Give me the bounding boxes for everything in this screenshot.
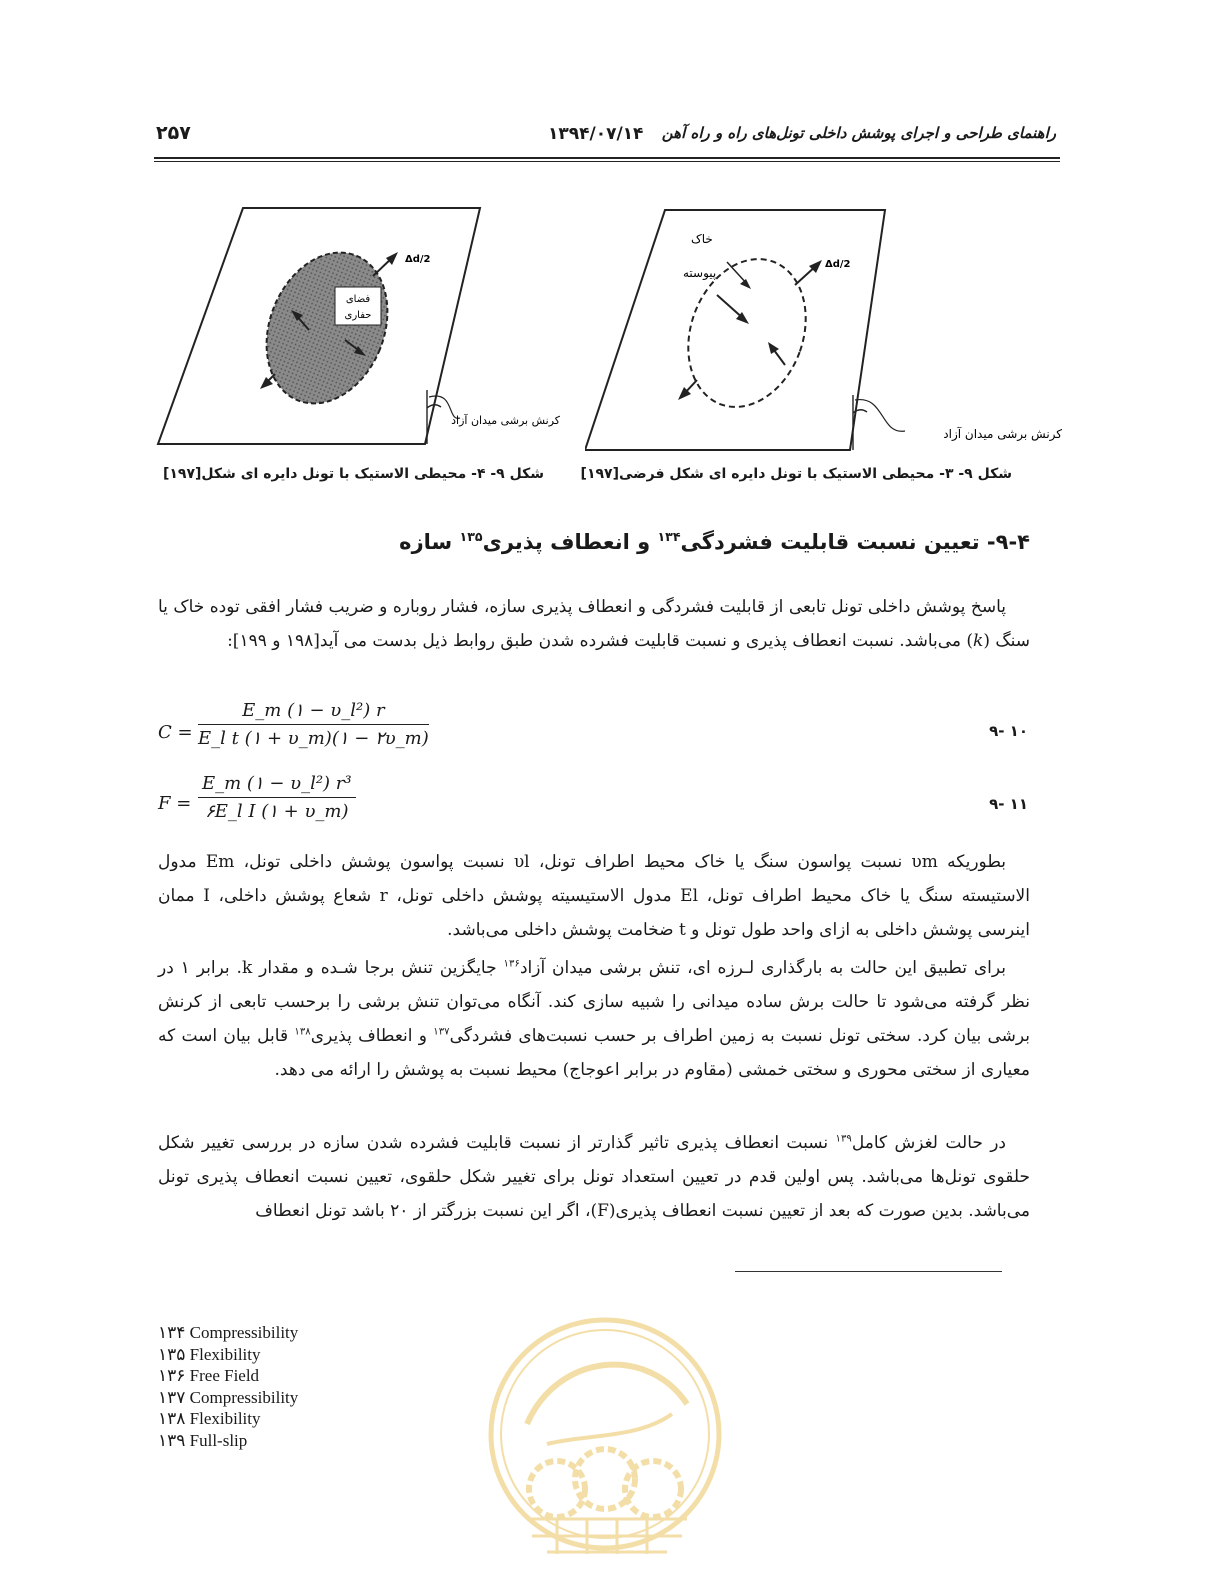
figure-caption-3: شکل ۹- ۳- محیطی الاستیک با تونل دایره ای شکل فرضی[۱۹۷]	[580, 466, 1012, 482]
label-continuous: پیوسته	[683, 266, 717, 280]
paragraph-full-slip: در حالت لغزش کامل$^{۱۳۹}$ نسبت انعطاف پذیری تاثیر گذارتر از نسبت قابلیت فشرده شدن سازه در بررسی تغییر شکل حلقوی تونل‌ها می‌باشد. پس اولین قدم در تعیین استعداد تونل برای تغییر شکل حلقوی، تعیین نسبت انعطاف پذیری تونل می‌باشد. بدین صورت که بعد از تعیین نسبت انعطاف پذیری(F)، اگر این نسبت بزرگتر از ۲۰ باشد تونل انعطاف	[158, 1133, 1030, 1221]
footnote-ref-139: ۱۳۹	[835, 1133, 852, 1145]
footnote-ref-134: ۱۳۴	[657, 529, 681, 544]
footnote-ref-135: ۱۳۵	[459, 529, 483, 544]
label-soil: خاک	[691, 232, 713, 246]
running-header-title: راهنمای طراحی و اجرای پوشش داخلی تونل‌های راه و راه آهن	[661, 124, 1056, 142]
equation-f-denominator: ۶E_l I (۱ + υ_m)	[205, 801, 349, 822]
paragraph-seismic: برای تطبیق این حالت به بارگذاری لـرزه ای، تنش برشی میدان آزاد$^{۱۳۶}$ جایگزین تنش برجا شـده و مقدار k. برابر ۱ در نظر گرفته می‌شود تا حالت برش ساده میدانی را شبیه سازی کند. آنگاه می‌توان تنش برشی را برحسب تابعی از کرنش برشی بیان کرد. سختی تونل نسبت به زمین اطراف بر حسب نسبت‌های فشردگی$^{۱۳۷}$ و انعطاف پذیری$^{۱۳۸}$ قابل بیان است که معیاری از سختی محوری و سختی خمشی (مقاوم در برابر اعوجاج) محیط نسبت به پوشش را ارائه می دهد.	[158, 958, 1030, 1080]
label-strain-right: کرنش برشی میدان آزاد	[943, 427, 1062, 441]
footnotes	[158, 1322, 298, 1452]
running-header-date: ۱۳۹۴/۰۷/۱۴	[548, 124, 644, 144]
figure-caption-4: شکل ۹- ۴- محیطی الاستیک با تونل دایره ای شکل[۱۹۷]	[162, 466, 544, 482]
symbol-k: k	[973, 631, 984, 651]
equation-flexibility: F = $\frac{\text{E\_m (۱ − υ\_l²) r³}}{\text{۶E\_l I (۱ + υ\_m)}}$	[158, 773, 418, 839]
header-rule	[154, 157, 1060, 159]
equation-number-11: ۹- ۱۱	[989, 795, 1028, 813]
soil-parallelogram	[585, 210, 885, 450]
section-heading	[399, 530, 1030, 554]
equation-c-denominator: E_l t (۱ + υ_m)(۱ − ۲υ_m)	[198, 728, 429, 749]
footnote-ref-136: ۱۳۶	[503, 958, 520, 970]
header-rule-thin	[154, 161, 1060, 162]
figure-tunnel-elastic	[155, 202, 575, 452]
footnote-135: ۱۳۵ Flexibility	[158, 1344, 261, 1364]
footnote-134: ۱۳۴ Compressibility	[158, 1323, 299, 1342]
section-title-part2: و انعطاف پذیری	[482, 530, 651, 554]
paragraph-intro: پاسخ پوشش داخلی تونل تابعی از قابلیت فشردگی و انعطاف پذیری سازه، فشار روباره و ضریب فشار افقی توده خاک یا سنگ (k) می‌باشد. نسبت انعطاف پذیری و نسبت قابلیت فشرده شدن طبق روابط ذیل بدست می آید[۱۹۸ و ۱۹۹]:	[158, 597, 1030, 651]
equation-compressibility: C = $\frac{\text{E\_m (۱ − υ\_l²) r}}{\text{E\_l t (۱ + υ\_m)(۱ − ۲υ\_m)}}$	[158, 700, 429, 749]
label-delta-left: Δd/2	[405, 254, 431, 265]
page-number: ۲۵۷	[156, 122, 191, 144]
figure-tunnel-assumed	[585, 205, 1065, 455]
label-delta-right: Δd/2	[825, 259, 851, 270]
section-number: ۹-۴-	[986, 530, 1030, 554]
label-strain-left: کرنش برشی میدان آزاد	[451, 414, 560, 427]
section-title-part3: سازه	[399, 530, 453, 554]
footnote-ref-137: ۱۳۷	[433, 1026, 450, 1038]
footnote-136: ۱۳۶ Free Field	[158, 1366, 260, 1386]
label-excavation-2: حفاری	[344, 310, 372, 321]
equation-number-10: ۹- ۱۰	[989, 722, 1028, 740]
equation-c-numerator: E_m (۱ − υ_l²) r	[198, 700, 429, 725]
footnote-ref-138: ۱۳۸	[294, 1026, 311, 1038]
footnote-139: ۱۳۹ Full-slip	[158, 1430, 248, 1450]
footnote-137: ۱۳۷ Compressibility	[158, 1387, 299, 1407]
label-excavation-1: فضای	[345, 294, 371, 305]
footnote-138: ۱۳۸ Flexibility	[158, 1409, 261, 1429]
watermark-stamp	[487, 1314, 727, 1584]
section-title-part1: تعیین نسبت قابلیت فشردگی	[680, 530, 980, 554]
excavation-area	[245, 234, 409, 421]
equation-f-numerator: E_m (۱ − υ_l²) r³	[198, 773, 356, 798]
footnote-rule	[735, 1271, 1002, 1272]
paragraph-definitions: بطوریکه υm نسبت پواسون سنگ یا خاک محیط اطراف تونل، υl نسبت پواسون پوشش داخلی تونل، Em مدول الاستیسته سنگ یا خاک محیط اطراف تونل، El مدول الاستیسیته پوشش داخلی تونل، r شعاع پوشش داخلی، I ممان اینرسی پوشش داخلی به ازای واحد طول تونل و t ضخامت پوشش داخلی می‌باشد.	[158, 852, 1030, 940]
